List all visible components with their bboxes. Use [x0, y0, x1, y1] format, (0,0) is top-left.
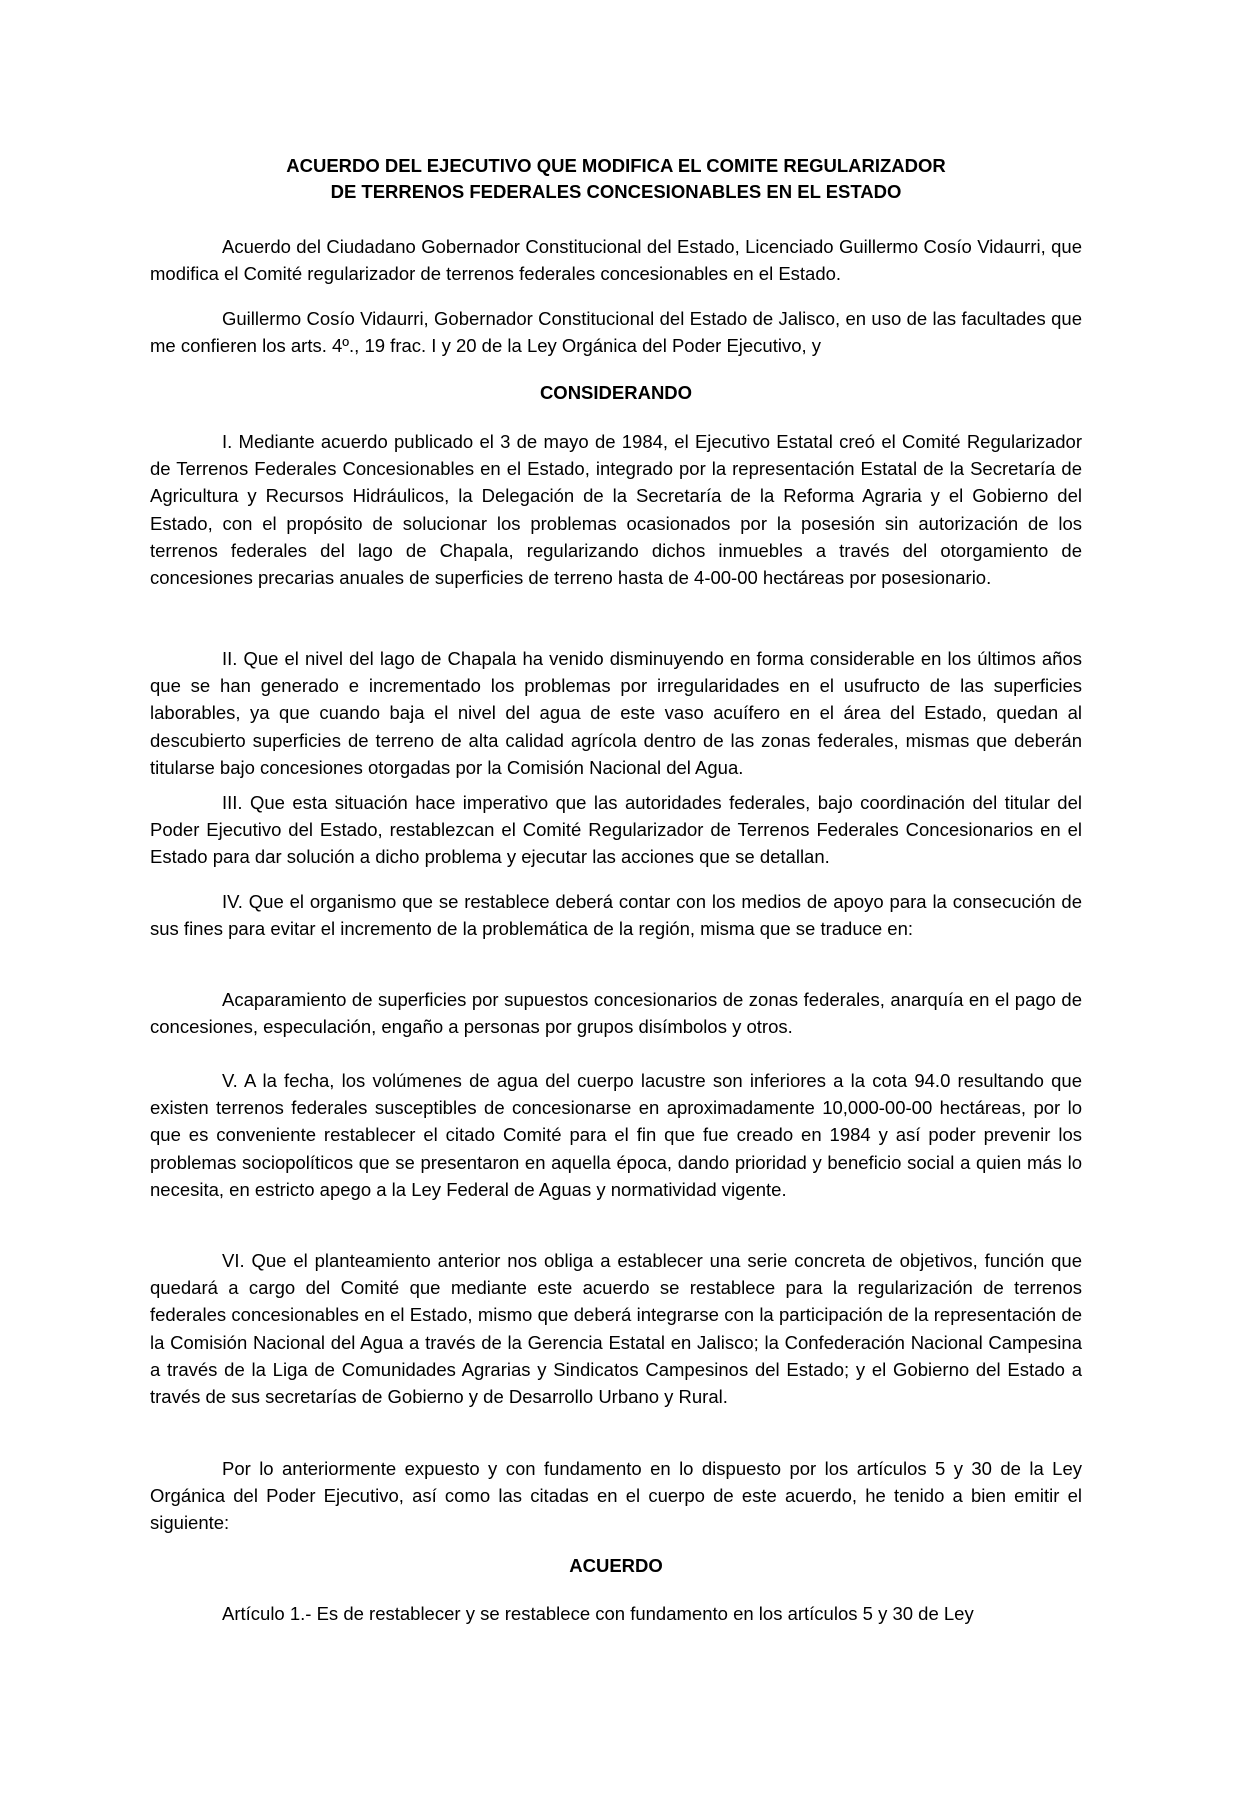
considerando-paragraph-IV: IV. Que el organismo que se restablece deberá contar con los medios de apoyo para la consecución de sus fines para evitar el incremento de la problemática de la región, misma que se traduce en:	[150, 891, 1082, 940]
document-title-line-1: ACUERDO DEL EJECUTIVO QUE MODIFICA EL COMITE REGULARIZADOR	[286, 155, 946, 176]
considerando-paragraph-III: III. Que esta situación hace imperativo que las autoridades federales, bajo coordinación del titular del Poder Ejecutivo del Estado, restablezcan el Comité Regularizador de Terrenos Federales Concesionarios en el Estado para dar solución a dicho problema y ejecutar las acciones que se detallan.	[150, 792, 1082, 868]
considerando-paragraph-II: II. Que el nivel del lago de Chapala ha venido disminuyendo en forma considerable en los últimos años que se han generado e incrementado los problemas por irregularidades en el usufructo de las superficies laborables, ya que cuando baja el nivel del agua de este vaso acuífero en el área del Estado, quedan al descubierto superficies de terreno de alta calidad agrícola dentro de las zonas federales, mismas que deberán titularse bajo concesiones otorgadas por la Comisión Nacional del Agua.	[150, 648, 1082, 778]
articulo-1: Artículo 1.- Es de restablecer y se restablece con fundamento en los artículos 5 y 30 de Ley	[222, 1603, 974, 1624]
document-title-line-2: DE TERRENOS FEDERALES CONCESIONABLES EN EL ESTADO	[330, 181, 902, 202]
intro-paragraph-1: Acuerdo del Ciudadano Gobernador Constitucional del Estado, Licenciado Guillermo Cosío Vidaurri, que modifica el Comité regularizador de terrenos federales concesionables en el Estado.	[150, 236, 1082, 285]
acuerdo-heading: ACUERDO	[569, 1555, 663, 1576]
considerando-paragraph-V: V. A la fecha, los volúmenes de agua del cuerpo lacustre son inferiores a la cota 94.0 resultando que existen terrenos federales susceptibles de concesionarse en aproximadamente 10,000-00-00 hectáreas, por lo que es conveniente restablecer el citado Comité para el fin que fue creado en 1984 y así poder prevenir los problemas sociopolíticos que se presentaron en aquella época, dando prioridad y beneficio social a quien más lo necesita, en estricto apego a la Ley Federal de Aguas y normatividad vigente.	[150, 1070, 1082, 1200]
considerando-heading: CONSIDERANDO	[539, 382, 693, 403]
intro-paragraph-2: Guillermo Cosío Vidaurri, Gobernador Constitucional del Estado de Jalisco, en uso de las facultades que me confieren los arts. 4º., 19 frac. I y 20 de la Ley Orgánica del Poder Ejecutivo, y	[150, 308, 1082, 357]
considerando-closing-paragraph: Por lo anteriormente expuesto y con fundamento en lo dispuesto por los artículos 5 y 30 de la Ley Orgánica del Poder Ejecutivo, así como las citadas en el cuerpo de este acuerdo, he tenido a bien emitir el siguiente:	[150, 1458, 1082, 1534]
considerando-paragraph-IV-detail: Acaparamiento de superficies por supuestos concesionarios de zonas federales, anarquía en el pago de concesiones, especulación, engaño a personas por grupos disímbolos y otros.	[150, 989, 1082, 1038]
considerando-paragraph-VI: VI. Que el planteamiento anterior nos obliga a establecer una serie concreta de objetivos, función que quedará a cargo del Comité que mediante este acuerdo se restablece para la regularización de terrenos federales concesionables en el Estado, mismo que deberá integrarse con la participación de la representación de la Comisión Nacional del Agua a través de la Gerencia Estatal en Jalisco; la Confederación Nacional Campesina a través de la Liga de Comunidades Agrarias y Sindicatos Campesinos del Estado; y el Gobierno del Estado a través de sus secretarías de Gobierno y de Desarrollo Urbano y Rural.	[150, 1250, 1082, 1408]
considerando-paragraph-I: I. Mediante acuerdo publicado el 3 de mayo de 1984, el Ejecutivo Estatal creó el Comité Regularizador de Terrenos Federales Concesionables en el Estado, integrado por la representación Estatal de la Secretaría de Agricultura y Recursos Hidráulicos, la Delegación de la Secretaría de la Reforma Agraria y el Gobierno del Estado, con el propósito de solucionar los problemas ocasionados por la posesión sin autorización de los terrenos federales del lago de Chapala, regularizando dichos inmuebles a través del otorgamiento de concesiones precarias anuales de superficies de terreno hasta de 4-00-00 hectáreas por posesionario.	[150, 431, 1082, 589]
